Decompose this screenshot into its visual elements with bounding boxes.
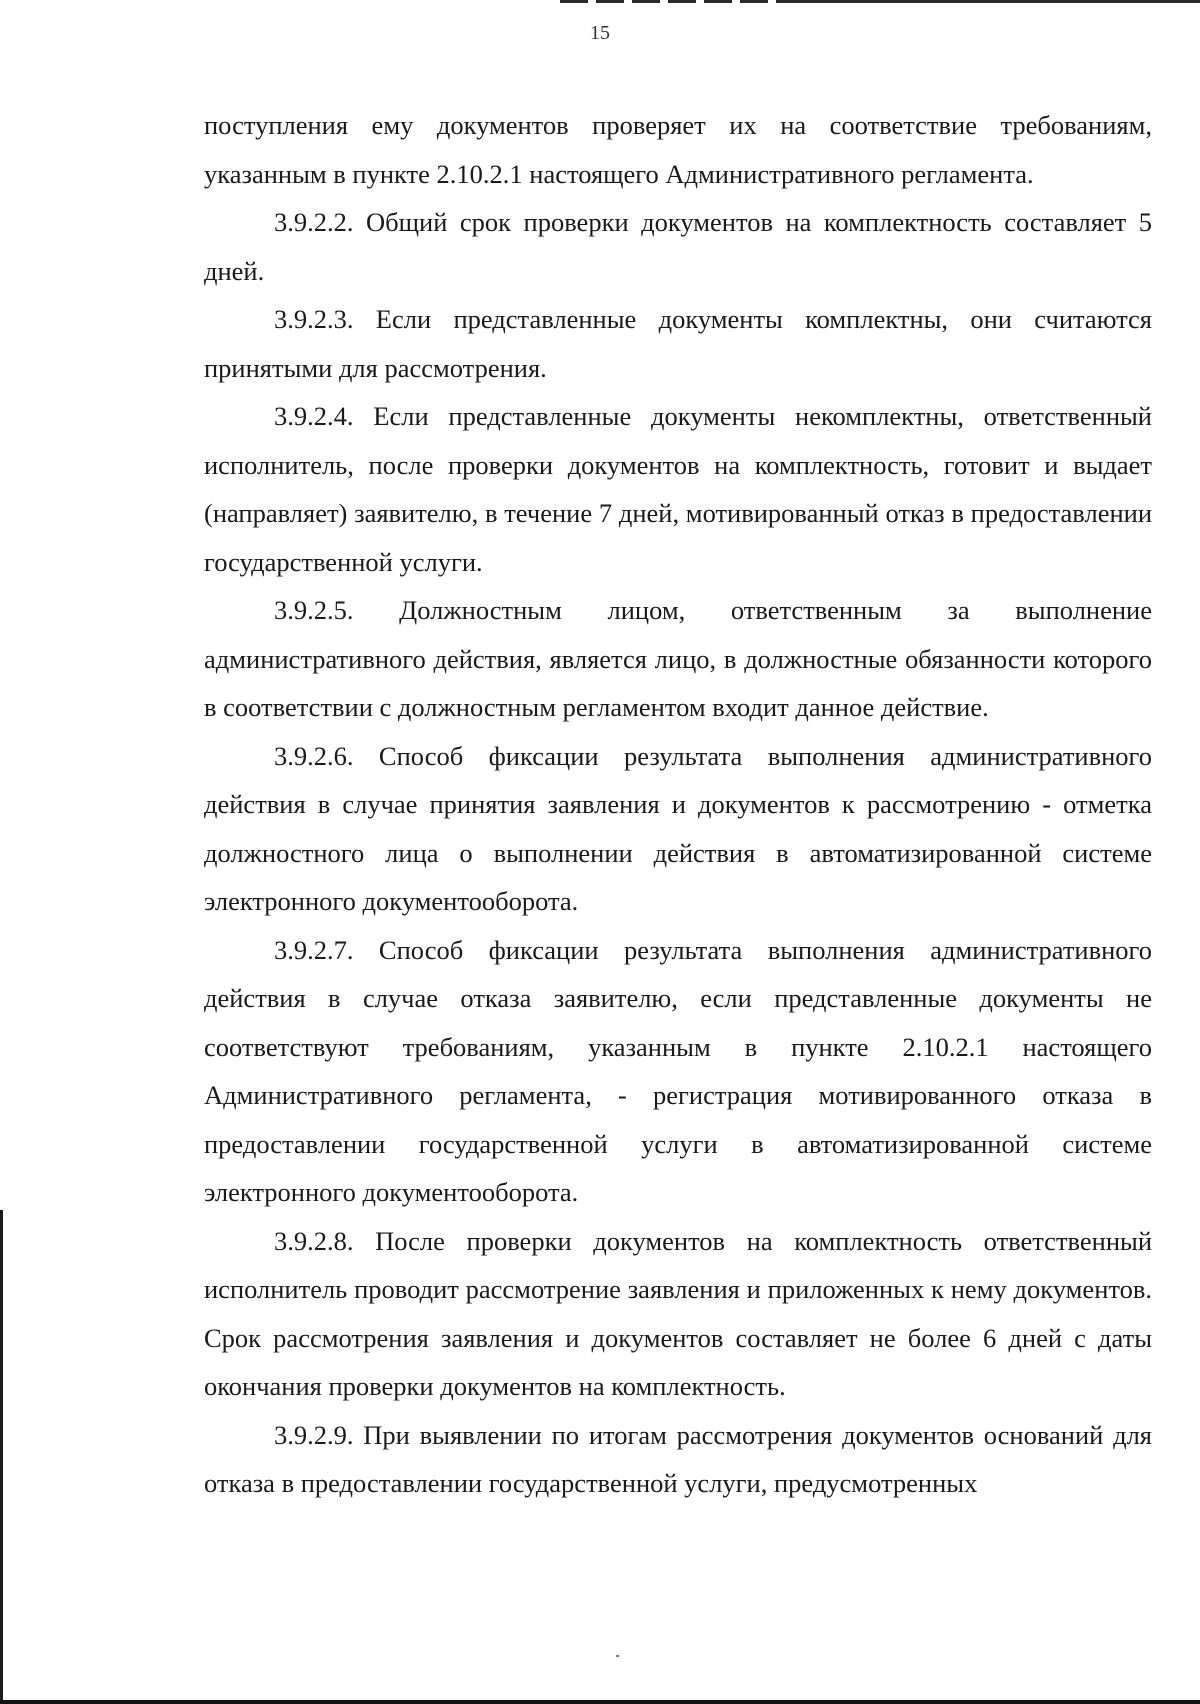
paragraph-3-9-2-6: 3.9.2.6. Способ фиксации результата выполнения административного действия в случае принятия заявления и документов к рассмотрению - отметка должностного лица о выполнении действия в автоматизированной системе электронного документооборота. bbox=[204, 740, 1152, 916]
scan-edge-bottom bbox=[0, 1700, 1200, 1704]
paragraph-3-9-2-2: 3.9.2.2. Общий срок проверки документов на комплектность составляет 5 дней. bbox=[204, 207, 1152, 286]
paragraph-3-9-2-3: 3.9.2.3. Если представленные документы комплектны, они считаются принятыми для рассмотрения. bbox=[204, 304, 1152, 383]
paragraph-3-9-2-8: 3.9.2.8. После проверки документов на комплектность ответственный исполнитель проводит рассмотрение заявления и приложенных к нему документов. Срок рассмотрения заявления и документов составляет не более 6 дней с даты окончания проверки документов на комплектность. bbox=[204, 1225, 1152, 1401]
paragraph-3-9-2-5: 3.9.2.5. Должностным лицом, ответственным за выполнение административного действия, является лицо, в должностные обязанности которого в соответствии с должностным регламентом входит данное действие. bbox=[204, 595, 1152, 722]
scan-edge-left bbox=[0, 1210, 3, 1704]
page-number: 15 bbox=[590, 22, 610, 44]
document-body bbox=[204, 101, 1152, 1508]
scan-speck bbox=[616, 1655, 619, 1657]
paragraph-3-9-2-7: 3.9.2.7. Способ фиксации результата выполнения административного действия в случае отказа заявителю, если представленные документы не соответствуют требованиям, указанным в пункте 2.10.2.1 настоящего Административного регламента, - регистрация мотивированного отказа в предоставлении государственной услуги в автоматизированной системе электронного документооборота. bbox=[204, 934, 1152, 1207]
paragraph-3-9-2-4: 3.9.2.4. Если представленные документы некомплектны, ответственный исполнитель, после проверки документов на комплектность, готовит и выдает (направляет) заявителю, в течение 7 дней, мотивированный отказ в предоставлении государственной услуги. bbox=[204, 401, 1152, 577]
scan-edge-top-dash bbox=[560, 0, 800, 3]
paragraph-3-9-2-9: 3.9.2.9. При выявлении по итогам рассмотрения документов оснований для отказа в предоставлении государственной услуги, предусмотренных bbox=[204, 1419, 1152, 1498]
paragraph-continuation: поступления ему документов проверяет их на соответствие требованиям, указанным в пункте 2.10.2.1 настоящего Административного регламента. bbox=[204, 110, 1152, 189]
